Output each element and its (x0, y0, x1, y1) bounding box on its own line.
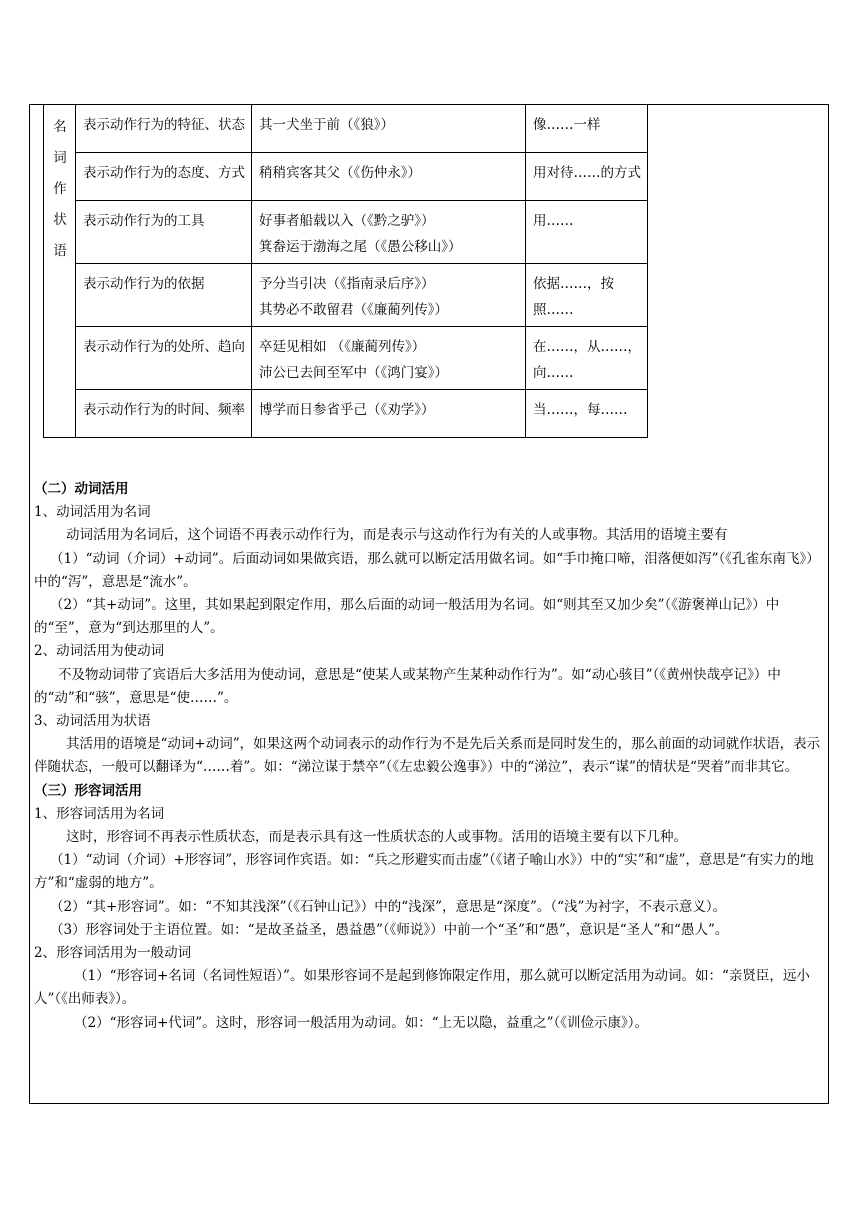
meaning-cell: 表示动作行为的处所、趋向 (76, 327, 252, 390)
meaning-cell: 表示动作行为的特征、状态 (76, 105, 252, 153)
subheading: 2、形容词活用为一般动词 (34, 945, 192, 962)
section-heading: （二）动词活用 (34, 481, 129, 497)
paragraph: （2）“形容词+代词”。这时，形容词一般活用为动词。如：“上无以隐，益重之”（《训俭示康》）。 (74, 1014, 649, 1031)
table-row (44, 153, 648, 201)
translation-cell: 用对待……的方式 (526, 153, 648, 201)
paragraph: （1）“形容词+名词（名词性短语）”。如果形容词不是起到修饰限定作用，那么就可以断定活用为动词。如：“亲贤臣，远小人”（《出师表》）。 (34, 968, 810, 1008)
meaning-cell: 表示动作行为的依据 (76, 264, 252, 327)
table-row (44, 264, 648, 327)
category-char: 语 (53, 243, 67, 259)
subheading: 2、动词活用为使动词 (34, 643, 165, 660)
example-line: 其势必不敢留君（《廉蔺列传》） (259, 302, 448, 318)
paragraph: （1）“动词（介词）+形容词”，形容词作宾语。如：“兵之形避实而击虚”（《诸子喻山水》）中的“实”和“虚”，意思是“有实力的地方”和“虚弱的地方”。 (34, 852, 814, 892)
example-line: 其一犬坐于前（《狼》） (259, 117, 394, 133)
meaning-cell: 表示动作行为的时间、频率 (76, 390, 252, 438)
example-line: 予分当引决（《指南录后序》） (259, 276, 435, 292)
paragraph: （3）形容词处于主语位置。如：“是故圣益圣，愚益愚”（《师说》）中前一个“圣”和“愚”，意识是“圣人”和“愚人”。 (50, 921, 729, 938)
example-line: 博学而日参省乎己（《劝学》） (259, 402, 435, 418)
noun-as-adverbial-table (43, 104, 648, 438)
meaning-cell: 表示动作行为的工具 (76, 201, 252, 264)
example-cell (252, 201, 526, 264)
translation-cell: 当……，每…… (526, 390, 648, 438)
example-line: 好事者船载以入（《黔之驴》） (259, 213, 435, 229)
example-cell (252, 327, 526, 390)
table-row (44, 105, 648, 153)
translation-cell: 用…… (526, 201, 648, 264)
example-line: 卒廷见相如 （《廉蔺列传》） (259, 339, 426, 355)
example-cell (252, 105, 526, 153)
example-cell (252, 264, 526, 327)
translation-cell: 像……一样 (526, 105, 648, 153)
subheading: 1、形容词活用为名词 (34, 805, 165, 822)
subheading: 1、动词活用为名词 (34, 504, 151, 521)
paragraph: 这时，形容词不再表示性质状态，而是表示具有这一性质状态的人或事物。活用的语境主要有以下几种。 (66, 829, 687, 846)
translation-cell: 依据……，按照…… (526, 264, 648, 327)
table-row (44, 201, 648, 264)
category-char: 作 (53, 181, 67, 197)
example-line: 稍稍宾客其父（《伤仲永》） (259, 165, 421, 181)
example-line: 沛公已去间至军中（《鸿门宴》） (259, 365, 448, 381)
category-char: 名 (53, 119, 67, 135)
example-cell (252, 390, 526, 438)
paragraph: （2）“其+形容词”。如：“不知其浅深”（《石钟山记》）中的“浅深”，意思是“深度”。（“浅”为衬字，不表示意义）。 (50, 898, 727, 915)
paragraph: 其活用的语境是“动词+动词”，如果这两个动词表示的动作行为不是先后关系而是同时发生的，那么前面的动词就作状语，表示伴随状态，一般可以翻译为“……着”。如：“涕泣谋于禁卒”（《左忠毅公逸事》）中的“涕泣”，表示“谋”的情状是“哭着”而非其它。 (34, 736, 821, 776)
paragraph: （1）“动词（介词）+动词”。后面动词如果做宾语，那么就可以断定活用做名词。如“手巾掩口啼，泪落便如泻”（《孔雀东南飞》）中的“泻”，意思是“流水”。 (34, 550, 820, 590)
table-row (44, 327, 648, 390)
subheading: 3、动词活用为状语 (34, 713, 151, 730)
meaning-cell: 表示动作行为的态度、方式 (76, 153, 252, 201)
table-row (44, 390, 648, 438)
category-cell (44, 105, 76, 438)
section-heading: （三）形容词活用 (34, 782, 142, 799)
body-text (34, 478, 826, 1035)
category-char: 词 (53, 150, 67, 166)
category-char: 状 (53, 212, 67, 228)
example-line: 箕畚运于渤海之尾（《愚公移山》） (259, 239, 462, 255)
paragraph: 不及物动词带了宾语后大多活用为使动词，意思是“使某人或某物产生某种动作行为”。如“动心骇目”（《黄州快哉亭记》）中的“动”和“骇”，意思是“使……”。 (34, 666, 781, 706)
paragraph: （2）“其+动词”。这里，其如果起到限定作用，那么后面的动词一般活用为名词。如“则其至又加少矣”（《游褒禅山记》）中的“至”，意为“到达那里的人”。 (34, 597, 780, 637)
example-cell (252, 153, 526, 201)
translation-cell: 在……，从……，向…… (526, 327, 648, 390)
paragraph: 动词活用为名词后，这个词语不再表示动作行为，而是表示与这动作行为有关的人或事物。其活用的语境主要有 (66, 527, 728, 544)
